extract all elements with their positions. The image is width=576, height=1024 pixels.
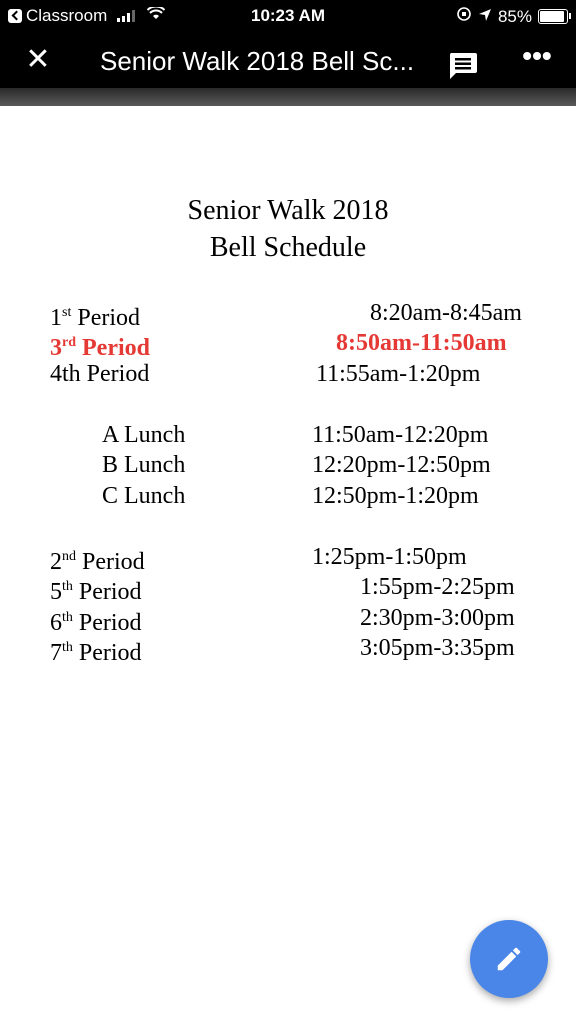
edit-fab-button[interactable] — [470, 920, 548, 998]
period-time: 3:05pm-3:35pm — [360, 635, 515, 661]
more-icon: ••• — [522, 40, 552, 71]
document-title — [0, 192, 576, 266]
status-bar — [0, 0, 576, 32]
status-time: 10:23 AM — [250, 6, 325, 25]
toolbar-shadow — [0, 88, 576, 106]
orientation-lock-icon — [456, 6, 472, 27]
pencil-icon — [494, 944, 524, 974]
period-label: 1st Period — [50, 305, 141, 331]
lunch-label: A Lunch — [102, 422, 186, 448]
back-app-label: Classroom — [26, 6, 108, 25]
document-view[interactable] — [0, 106, 576, 1024]
battery-icon — [538, 9, 568, 24]
period-time: 8:20am-8:45am — [370, 300, 522, 326]
period-label: 6th Period — [50, 610, 142, 636]
period-label-highlight: 3rd Period — [50, 335, 150, 361]
period-label: 2nd Period — [50, 549, 145, 575]
lunch-time: 12:20pm-12:50pm — [312, 452, 491, 478]
period-time: 2:30pm-3:00pm — [360, 605, 515, 631]
location-icon — [478, 7, 492, 27]
period-time: 1:25pm-1:50pm — [312, 544, 467, 570]
period-label: 4th Period — [50, 361, 150, 387]
close-icon: ✕ — [25, 43, 51, 76]
period-label: 5th Period — [50, 579, 142, 605]
comment-icon — [448, 52, 478, 80]
title-line-1: Senior Walk 2018 — [187, 195, 389, 226]
title-line-2: Bell Schedule — [209, 232, 367, 263]
lunch-time: 12:50pm-1:20pm — [312, 483, 479, 509]
close-button[interactable] — [22, 44, 54, 76]
lunch-label: C Lunch — [102, 483, 186, 509]
comment-button[interactable] — [448, 52, 478, 78]
period-time: 11:55am-1:20pm — [316, 361, 481, 387]
app-bar — [0, 32, 576, 88]
period-time-highlight: 8:50am-11:50am — [336, 330, 507, 356]
more-options-button[interactable] — [520, 40, 554, 76]
period-time: 1:55pm-2:25pm — [360, 574, 515, 600]
battery-percent: 85% — [497, 6, 532, 26]
period-label: 7th Period — [50, 640, 142, 666]
app-title: Senior Walk 2018 Bell Sc... — [100, 46, 415, 76]
lunch-label: B Lunch — [102, 452, 186, 478]
status-right — [456, 6, 568, 27]
lunch-time: 11:50am-12:20pm — [312, 422, 489, 448]
